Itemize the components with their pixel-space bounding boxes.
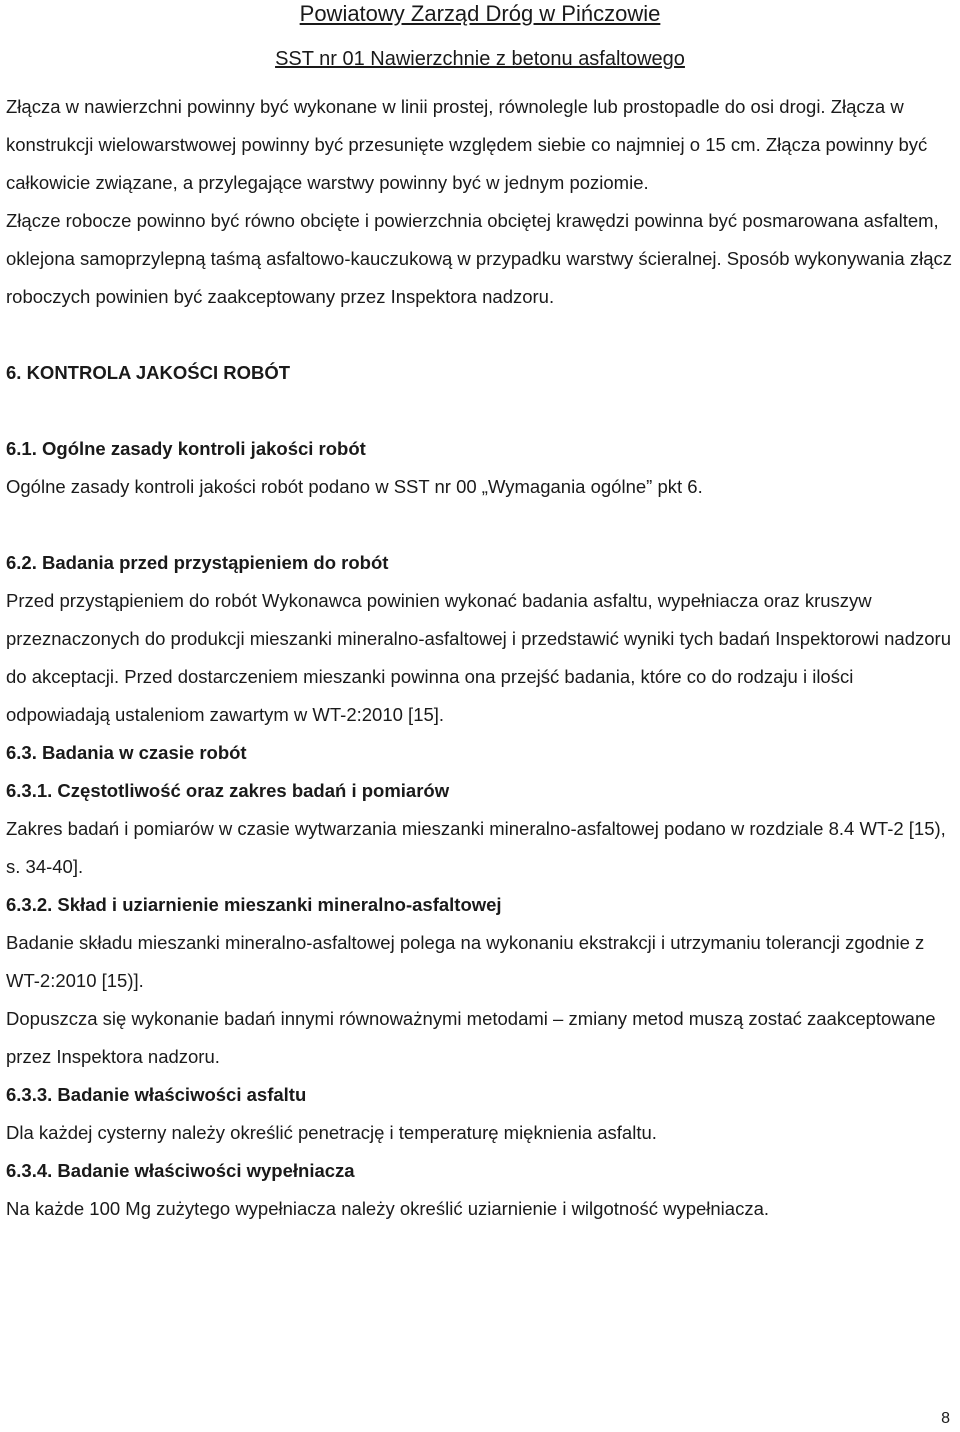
section-6-3-1-heading: 6.3.1. Częstotliwość oraz zakres badań i pomiarów [6, 780, 450, 801]
section-6-3-3-text: Dla każdej cysterny należy określić penetrację i temperaturę mięknienia asfaltu. [6, 1122, 657, 1143]
page-number: 8 [941, 1410, 950, 1427]
section-6-2-heading: 6.2. Badania przed przystąpieniem do robót [6, 552, 389, 573]
document-header-subtitle: SST nr 01 Nawierzchnie z betonu asfaltowego [275, 48, 685, 70]
section-6-1-heading: 6.1. Ogólne zasady kontroli jakości robót [6, 438, 366, 459]
section-6-3-2-text-2: Dopuszcza się wykonanie badań innymi równoważnymi metodami – zmiany metod muszą zostać zaakceptowane przez Inspektora nadzoru. [6, 1008, 936, 1067]
section-6-2-text: Przed przystąpieniem do robót Wykonawca powinien wykonać badania asfaltu, wypełniacza oraz kruszyw przeznaczonych do produkcji mieszanki mineralno-asfaltowej i przedstawić wyniki tych badań Inspektorowi nadzoru do akceptacji. Przed dostarczeniem mieszanki powinna ona przejść badania, które co do rodzaju i ilości odpowiadają ustaleniom zawartym w WT-2:2010 [15]. [6, 590, 951, 725]
document-body [6, 88, 954, 1228]
section-6-3-2-heading: 6.3.2. Skład i uziarnienie mieszanki mineralno-asfaltowej [6, 894, 502, 915]
section-6-3-3-heading: 6.3.3. Badanie właściwości asfaltu [6, 1084, 307, 1105]
section-6-3-2-text-1: Badanie składu mieszanki mineralno-asfaltowej polega na wykonaniu ekstrakcji i utrzymaniu tolerancji zgodnie z WT-2:2010 [15)]. [6, 932, 925, 991]
section-6-3-4-heading: 6.3.4. Badanie właściwości wypełniacza [6, 1160, 355, 1181]
section-6-1-text: Ogólne zasady kontroli jakości robót podano w SST nr 00 „Wymagania ogólne” pkt 6. [6, 476, 703, 497]
paragraph-working-joint: Złącze robocze powinno być równo obcięte i powierzchnia obciętej krawędzi powinna być posmarowana asfaltem, oklejona samoprzylepną taśmą asfaltowo-kauczukową w przypadku warstwy ścieralnej. Sposób wykonywania złącz roboczych powinien być zaakceptowany przez Inspektora nadzoru. [6, 210, 952, 307]
section-6-heading: 6. KONTROLA JAKOŚCI ROBÓT [6, 362, 291, 383]
section-6-3-heading: 6.3. Badania w czasie robót [6, 742, 247, 763]
paragraph-joints: Złącza w nawierzchni powinny być wykonane w linii prostej, równolegle lub prostopadle do osi drogi. Złącza w konstrukcji wielowarstwowej powinny być przesunięte względem siebie co najmniej o 15 cm. Złącza powinny być całkowicie związane, a przylegające warstwy powinny być w jednym poziomie. [6, 96, 928, 193]
section-6-3-1-text: Zakres badań i pomiarów w czasie wytwarzania mieszanki mineralno-asfaltowej podano w rozdziale 8.4 WT-2 [15), s. 34-40]. [6, 818, 946, 877]
document-header-title: Powiatowy Zarząd Dróg w Pińczowie [299, 1, 661, 26]
section-6-3-4-text: Na każde 100 Mg zużytego wypełniacza należy określić uziarnienie i wilgotność wypełniacza. [6, 1198, 769, 1219]
